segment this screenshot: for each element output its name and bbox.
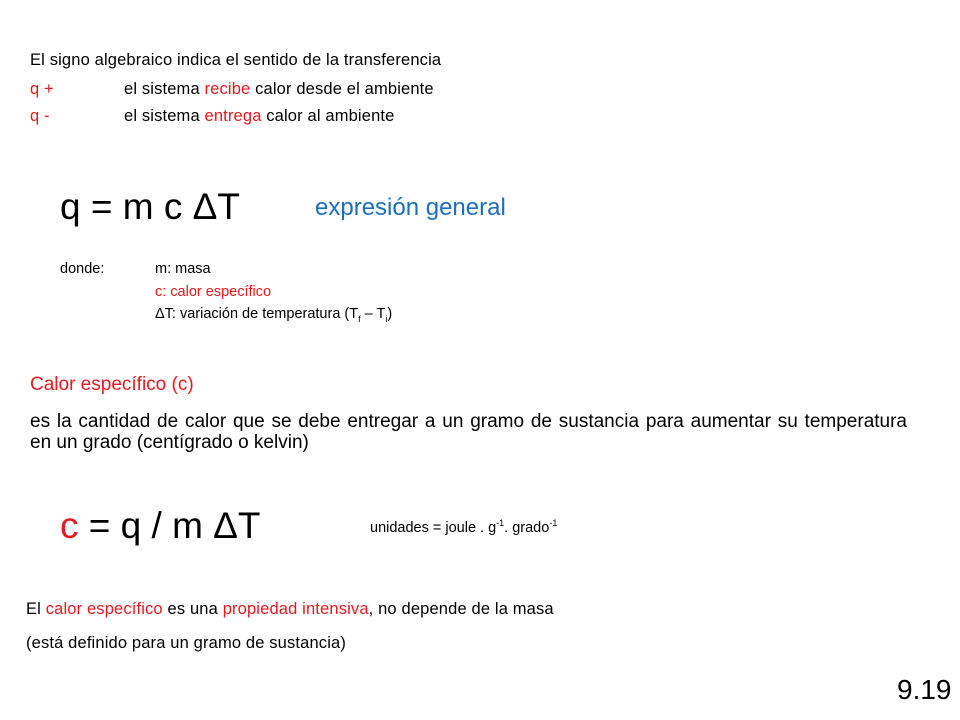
q-minus-keyword: entrega bbox=[204, 107, 262, 125]
units-exponent-2: -1 bbox=[549, 518, 558, 529]
bottom-keyword-intensive: propiedad intensiva bbox=[222, 600, 369, 618]
intensive-property-statement bbox=[26, 600, 554, 619]
delta-t-suffix: ) bbox=[387, 306, 393, 322]
delta-t-prefix: ΔT: variación de temperatura (T bbox=[155, 306, 359, 322]
def-mass: m: masa bbox=[155, 261, 211, 277]
q-plus-text-b: calor desde el ambiente bbox=[250, 80, 434, 98]
q-negative-row bbox=[30, 107, 395, 126]
def-delta-t bbox=[155, 306, 392, 322]
bottom-keyword-specific-heat: calor específico bbox=[45, 600, 163, 618]
q-plus-text-a: el sistema bbox=[124, 80, 205, 98]
q-plus-keyword: recibe bbox=[204, 80, 251, 98]
q-minus-text-a: el sistema bbox=[124, 107, 205, 125]
q-plus-label: q + bbox=[30, 80, 54, 98]
q-plus-description bbox=[124, 80, 434, 99]
specific-heat-title: Calor específico (c) bbox=[30, 374, 194, 395]
units-text-b: . grado bbox=[504, 520, 550, 536]
q-positive-row bbox=[30, 80, 434, 99]
slide-number: 9.19 bbox=[897, 674, 952, 705]
bottom-text-c: , no depende de la masa bbox=[368, 600, 554, 618]
formula-rest: = q / m ΔT bbox=[78, 505, 261, 546]
bottom-text-a: El bbox=[26, 600, 46, 618]
units-line bbox=[370, 520, 557, 536]
general-expression-note: expresión general bbox=[315, 194, 506, 221]
bottom-text-b: es una bbox=[162, 600, 223, 618]
t-initial-subscript: i bbox=[385, 313, 388, 324]
t-final-subscript: f bbox=[358, 313, 361, 324]
intensive-property-note: (está definido para un gramo de sustancia) bbox=[26, 634, 346, 652]
specific-heat-formula bbox=[60, 505, 261, 547]
general-heat-formula: q = m c ΔT bbox=[60, 186, 240, 227]
def-specific-heat: c: calor específico bbox=[155, 284, 272, 300]
formula-c-symbol: c bbox=[60, 505, 79, 546]
q-minus-label: q - bbox=[30, 107, 50, 125]
q-minus-text-b: calor al ambiente bbox=[261, 107, 395, 125]
transfer-sign-heading: El signo algebraico indica el sentido de la transferencia bbox=[30, 51, 442, 69]
q-minus-description bbox=[124, 107, 394, 126]
units-text-a: unidades = joule . g bbox=[370, 520, 497, 536]
specific-heat-definition: es la cantidad de calor que se debe entregar a un gramo de sustancia para aumentar su temperatura en un grado (centígrado o kelvin) bbox=[30, 411, 907, 453]
units-exponent-1: -1 bbox=[496, 518, 505, 529]
donde-label: donde: bbox=[60, 261, 105, 277]
delta-t-mid: – T bbox=[360, 306, 386, 322]
